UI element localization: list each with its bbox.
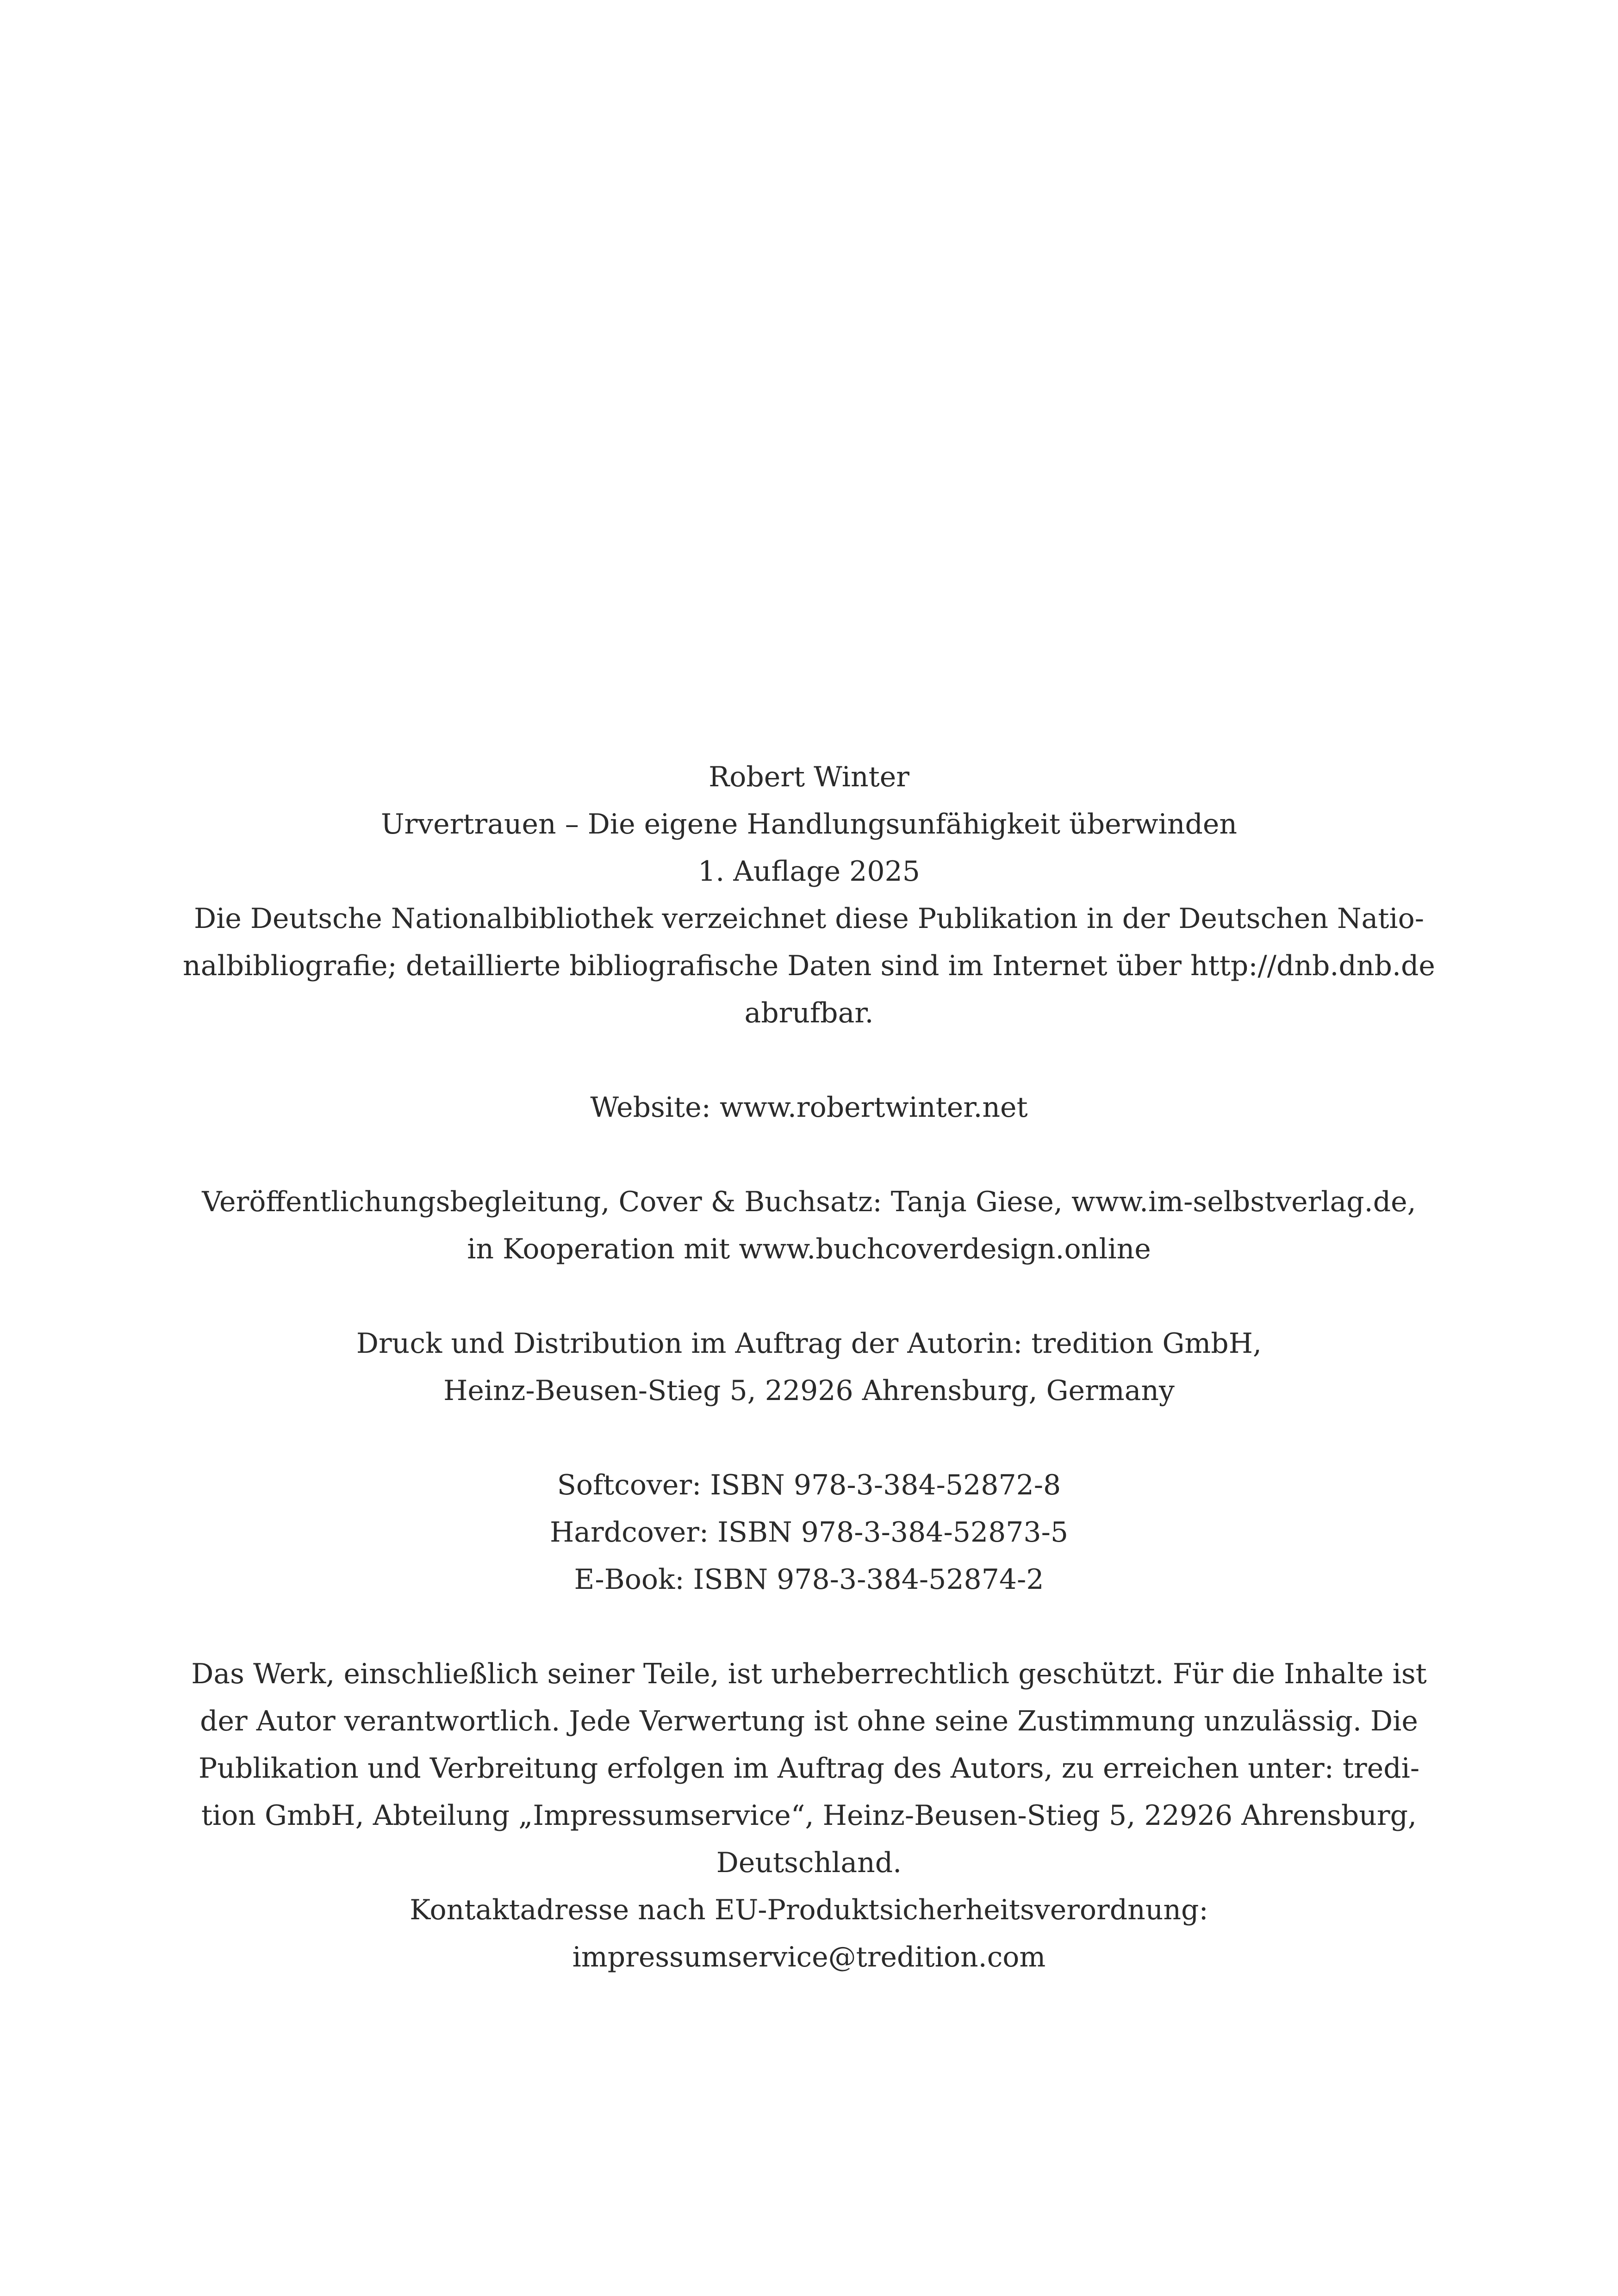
copyright-line: Das Werk, einschließlich seiner Teile, ist urheberrechtlich geschützt. Für die Inhalte ist (191, 1658, 1427, 1690)
spacer (0, 1603, 1618, 1650)
dnb-notice-line: Die Deutsche Nationalbibliothek verzeichnet diese Publikation in der Deutschen Natio- (193, 902, 1425, 935)
book-title: Urvertrauen – Die eigene Handlungsunfähigkeit überwinden (380, 808, 1238, 840)
edition: 1. Auflage 2025 (698, 855, 920, 888)
printing-line: Heinz-Beusen-Stieg 5, 22926 Ahrensburg, Germany (443, 1375, 1175, 1407)
copyright-line: Deutschland. (716, 1847, 902, 1879)
author-name: Robert Winter (709, 761, 909, 793)
printing-line: Druck und Distribution im Auftrag der Autorin: tredition GmbH, (356, 1327, 1262, 1360)
isbn-softcover: Softcover: ISBN 978-3-384-52872-8 (557, 1469, 1061, 1501)
contact-email: impressumservice@tredition.com (572, 1941, 1046, 1973)
isbn-ebook: E-Book: ISBN 978-3-384-52874-2 (574, 1563, 1044, 1596)
credits-line: in Kooperation mit www.buchcoverdesign.online (467, 1233, 1151, 1265)
spacer (0, 1037, 1618, 1084)
spacer (0, 1414, 1618, 1462)
website: Website: www.robertwinter.net (590, 1091, 1028, 1124)
credits-line: Veröffentlichungsbegleitung, Cover & Buchsatz: Tanja Giese, www.im-selbstverlag.de, (202, 1186, 1416, 1218)
dnb-notice-line: nalbibliografie; detaillierte bibliografische Daten sind im Internet über http://dnb.dnb.de (183, 950, 1435, 982)
copyright-line: tion GmbH, Abteilung „Impressumservice“, Heinz-Beusen-Stieg 5, 22926 Ahrensburg, (201, 1799, 1417, 1832)
dnb-notice-line: abrufbar. (744, 997, 874, 1029)
spacer (0, 1131, 1618, 1178)
copyright-line: der Autor verantwortlich. Jede Verwertung ist ohne seine Zustimmung unzulässig. Die (200, 1705, 1418, 1737)
copyright-line: Publikation und Verbreitung erfolgen im Auftrag des Autors, zu erreichen unter: tredi- (198, 1752, 1420, 1785)
contact-label: Kontaktadresse nach EU-Produktsicherheitsverordnung: (410, 1894, 1208, 1926)
spacer (0, 1273, 1618, 1320)
isbn-hardcover: Hardcover: ISBN 978-3-384-52873-5 (549, 1516, 1069, 1549)
imprint-block (0, 753, 1618, 1981)
